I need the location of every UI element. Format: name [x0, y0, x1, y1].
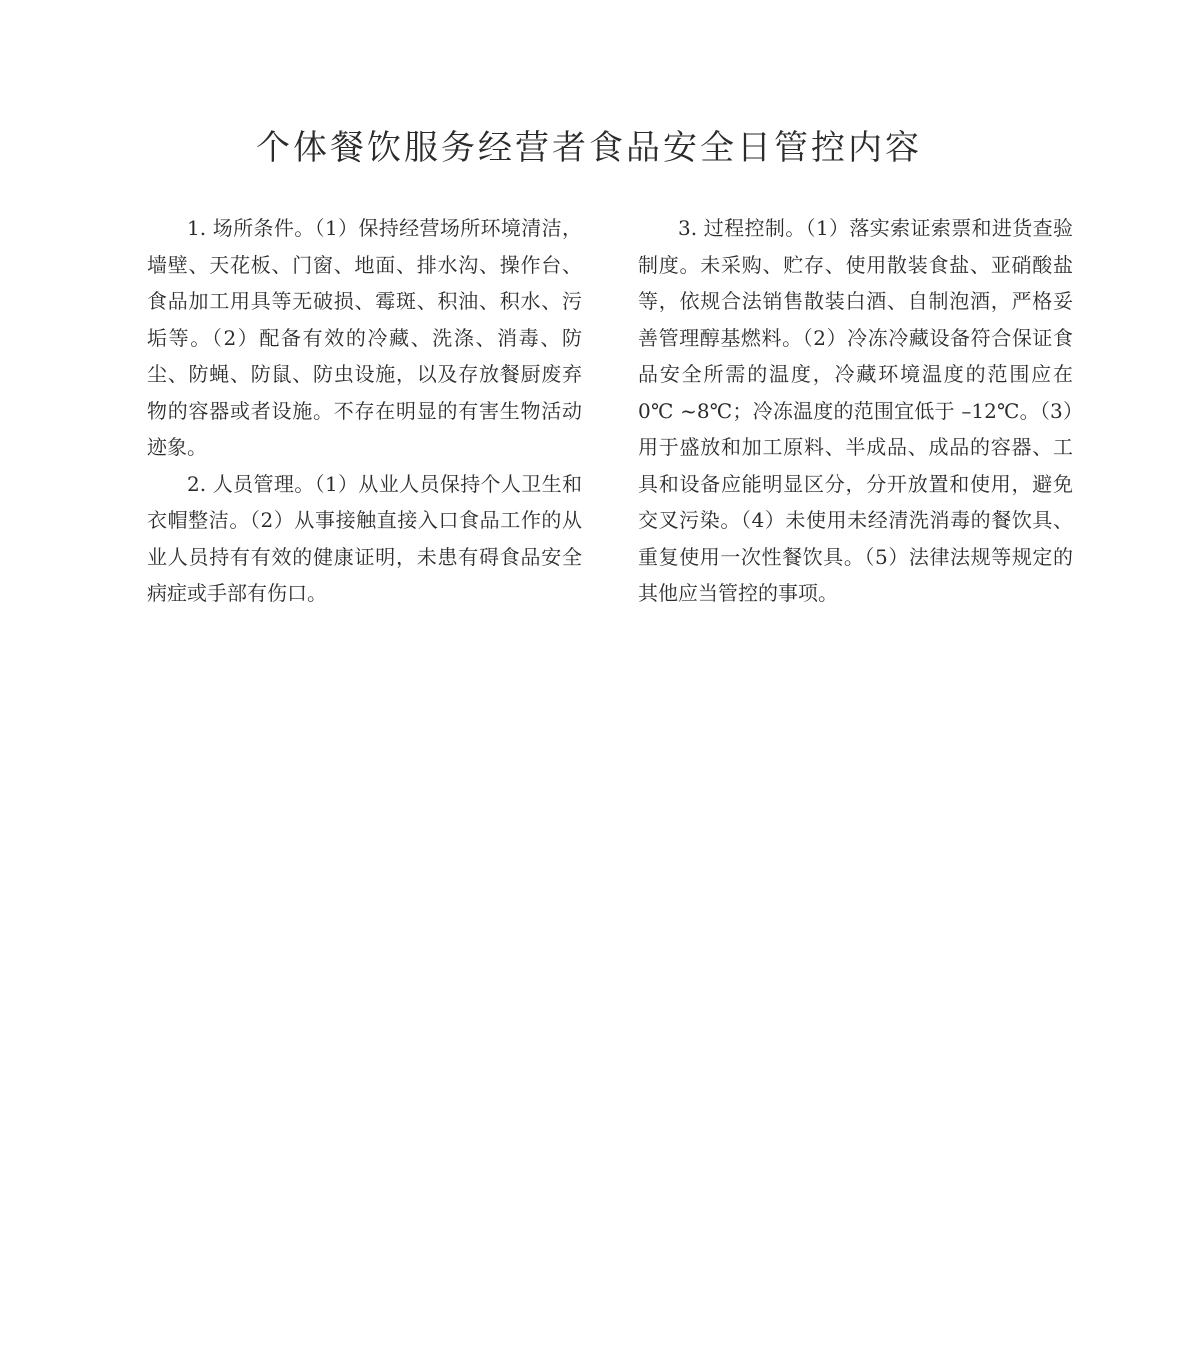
section-site-conditions: 1. 场所条件。（1）保持经营场所环境清洁，墙壁、天花板、门窗、地面、排水沟、操作台、食品加工用具等无破损、霉斑、积油、积水、污垢等。（2）配备有效的冷藏、洗涤、消毒、防尘、防蝇、防鼠、防虫设施，以及存放餐厨废弃物的容器或者设施。不存在明显的有害生物活动迹象。: [147, 216, 582, 459]
right-column: [638, 210, 1073, 612]
section-personnel-management: 2. 人员管理。（1）从业人员保持个人卫生和衣帽整洁。（2）从事接触直接入口食品工作的从业人员持有有效的健康证明，未患有碍食品安全病症或手部有伤口。: [147, 471, 582, 605]
section-process-control: 3. 过程控制。（1）落实索证索票和进货查验制度。未采购、贮存、使用散装食盐、亚硝酸盐等，依规合法销售散装白酒、自制泡酒，严格妥善管理醇基燃料。（2）冷冻冷藏设备符合保证食品安全所需的温度，冷藏环境温度的范围应在 0℃ ~8℃；冷冻温度的范围宜低于 –12℃。（3）用于盛放和加工原料、半成品、成品的容器、工具和设备应能明显区分，分开放置和使用，避免交叉污染。（4）未使用未经清洗消毒的餐饮具、重复使用一次性餐饮具。（5）法律法规等规定的其他应当管控的事项。: [638, 216, 1073, 605]
page-title: 个体餐饮服务经营者食品安全日管控内容: [256, 128, 922, 168]
left-column: [147, 210, 582, 612]
